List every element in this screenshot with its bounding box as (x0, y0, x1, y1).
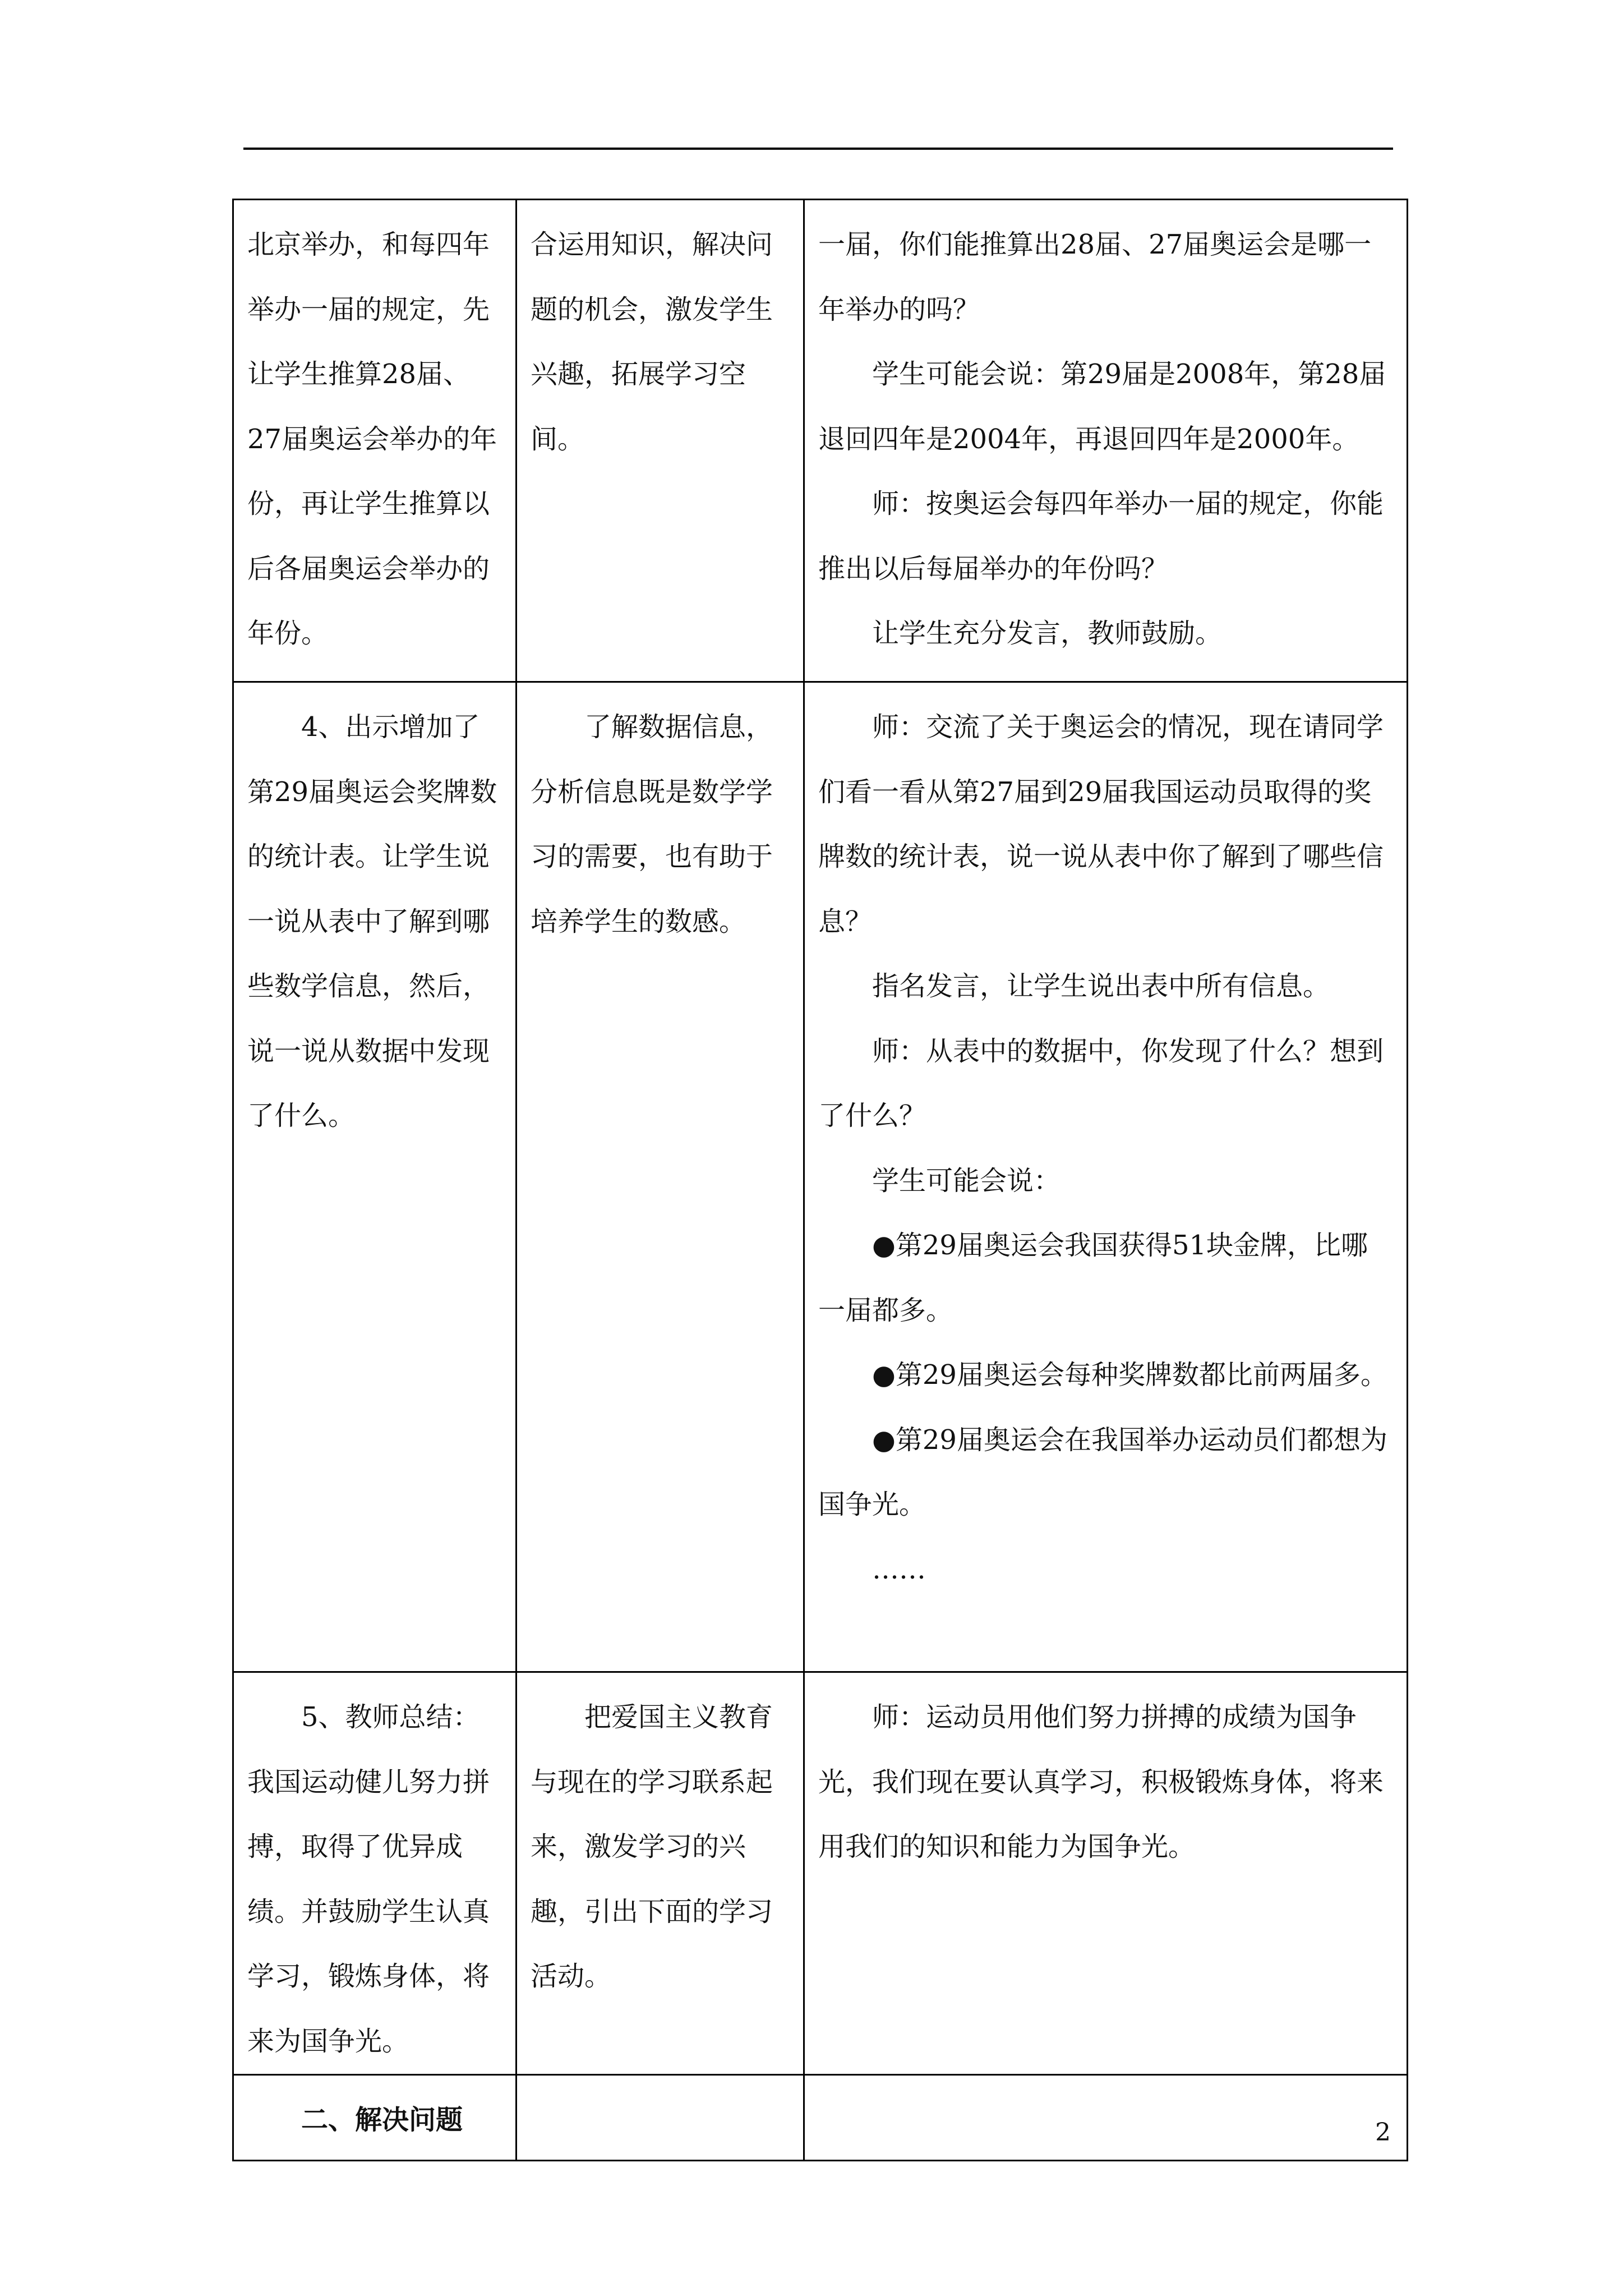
table-row (233, 682, 1408, 1672)
process-cell (804, 682, 1408, 1672)
process-line: 师：按奥运会每四年举办一届的规定，你能推出以后每届举办的年份吗？ (818, 488, 1384, 585)
table-row (233, 200, 1408, 682)
process-line: 指名发言，让学生说出表中所有信息。 (872, 970, 1330, 1002)
intent-cell (517, 2075, 804, 2161)
process-line: 师：运动员用他们努力拼搏的成绩为国争光，我们现在要认真学习，积极锻炼身体，将来用我们的知识和能力为国争光。 (818, 1701, 1384, 1862)
process-cell (804, 2075, 1408, 2161)
process-line: 师：交流了关于奥运会的情况，现在请同学们看一看从第27届到29届我国运动员取得的奖牌数的统计表，说一说从表中你了解到了哪些信息？ (818, 711, 1384, 937)
intent-cell: 把爱国主义教育与现在的学习联系起来，激发学习的兴趣，引出下面的学习活动。 (517, 1672, 804, 2075)
section-heading-cell (233, 2075, 517, 2161)
process-line: 让学生充分发言，教师鼓励。 (872, 618, 1223, 649)
process-cell (804, 1672, 1408, 2075)
bullet-line: ●第29届奥运会每种奖牌数都比前两届多。 (872, 1359, 1387, 1391)
ellipsis-line: …… (872, 1553, 926, 1585)
activity-cell: 5、教师总结：我国运动健儿努力拼搏，取得了优异成绩。并鼓励学生认真学习，锻炼身体，将来为国争光。 (233, 1672, 517, 2075)
table-row (233, 2075, 1408, 2161)
process-cell (804, 200, 1408, 682)
process-line: 学生可能会说：第29届是2008年，第28届退回四年是2004年，再退回四年是2000年。 (818, 358, 1386, 455)
intent-cell: 了解数据信息，分析信息既是数学学习的需要，也有助于培养学生的数感。 (517, 682, 804, 1672)
lesson-plan-table (232, 199, 1408, 2161)
activity-cell: 北京举办，和每四年举办一届的规定，先让学生推算28届、27届奥运会举办的年份，再让学生推算以后各届奥运会举办的年份。 (233, 200, 517, 682)
table-row (233, 1672, 1408, 2075)
process-line: 师：从表中的数据中，你发现了什么？想到了什么？ (818, 1035, 1384, 1131)
bullet-line: ●第29届奥运会我国获得51块金牌，比哪一届都多。 (818, 1230, 1368, 1326)
intent-cell: 合运用知识，解决问题的机会，激发学生兴趣，拓展学习空间。 (517, 200, 804, 682)
activity-cell: 4、出示增加了第29届奥运会奖牌数的统计表。让学生说一说从表中了解到哪些数学信息，然后，说一说从数据中发现了什么。 (233, 682, 517, 1672)
page-number: 2 (1375, 2118, 1391, 2147)
process-line: 学生可能会说： (872, 1165, 1061, 1197)
bullet-line: ●第29届奥运会在我国举办运动员们都想为国争光。 (818, 1424, 1387, 1520)
process-line: 一届，你们能推算出28届、27届奥运会是哪一年举办的吗？ (818, 229, 1372, 325)
section-heading: 二、解决问题 (301, 2104, 463, 2136)
header-rule (243, 148, 1393, 150)
